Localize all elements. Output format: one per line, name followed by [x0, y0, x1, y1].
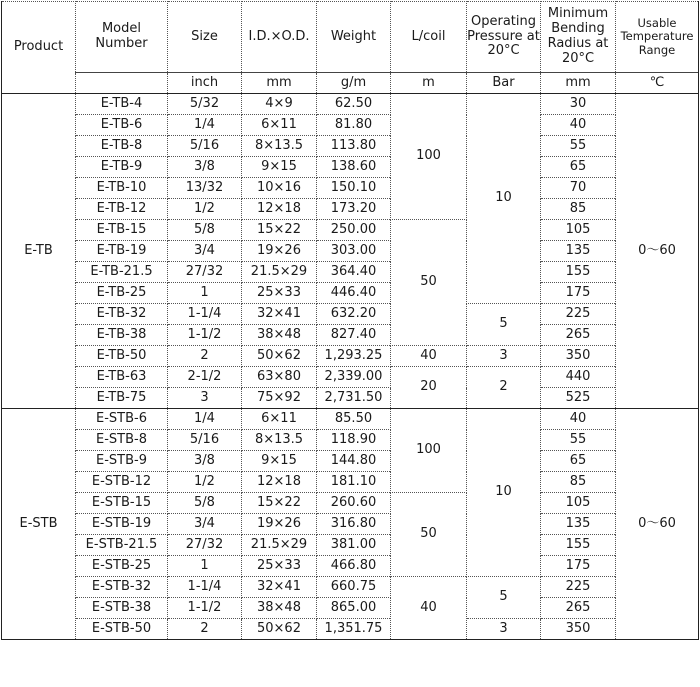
table-row	[2, 367, 699, 388]
idod-cell: 50×62	[242, 619, 317, 640]
idod-cell: 21.5×29	[242, 262, 317, 283]
model-cell: E-STB-50	[76, 619, 168, 640]
table-row	[2, 136, 699, 157]
size-cell: 5/32	[168, 94, 242, 115]
bend-cell: 85	[541, 199, 616, 220]
weight-cell: 118.90	[317, 430, 391, 451]
bend-cell: 55	[541, 136, 616, 157]
weight-cell: 150.10	[317, 178, 391, 199]
weight-cell: 364.40	[317, 262, 391, 283]
bend-cell: 350	[541, 619, 616, 640]
table-row	[2, 220, 699, 241]
bend-cell: 30	[541, 94, 616, 115]
bend-cell: 40	[541, 115, 616, 136]
size-cell: 1-1/4	[168, 577, 242, 598]
model-cell: E-TB-75	[76, 388, 168, 409]
model-cell: E-TB-19	[76, 241, 168, 262]
weight-cell: 2,339.00	[317, 367, 391, 388]
unit-model	[76, 73, 168, 94]
coil-cell: 20	[391, 367, 467, 409]
bend-cell: 265	[541, 598, 616, 619]
idod-cell: 10×16	[242, 178, 317, 199]
model-cell: E-TB-4	[76, 94, 168, 115]
table-row	[2, 241, 699, 262]
model-cell: E-STB-12	[76, 472, 168, 493]
table-row	[2, 409, 699, 430]
header-l-coil: L/coil	[391, 2, 467, 73]
size-cell: 3/8	[168, 451, 242, 472]
idod-cell: 63×80	[242, 367, 317, 388]
bend-cell: 265	[541, 325, 616, 346]
unit-weight: g/m	[317, 73, 391, 94]
weight-cell: 865.00	[317, 598, 391, 619]
weight-cell: 316.80	[317, 514, 391, 535]
table-row	[2, 199, 699, 220]
weight-cell: 138.60	[317, 157, 391, 178]
hose-spec-table	[1, 1, 699, 640]
model-cell: E-STB-8	[76, 430, 168, 451]
table-row	[2, 304, 699, 325]
size-cell: 2-1/2	[168, 367, 242, 388]
table-row	[2, 619, 699, 640]
header-pressure: Operating Pressure at 20°C	[467, 2, 541, 73]
weight-cell: 2,731.50	[317, 388, 391, 409]
weight-cell: 1,351.75	[317, 619, 391, 640]
bend-cell: 85	[541, 472, 616, 493]
bend-cell: 175	[541, 556, 616, 577]
weight-cell: 827.40	[317, 325, 391, 346]
idod-cell: 32×41	[242, 304, 317, 325]
header-size: Size	[168, 2, 242, 73]
pressure-cell: 5	[467, 304, 541, 346]
model-cell: E-TB-12	[76, 199, 168, 220]
unit-l-coil: m	[391, 73, 467, 94]
table-row	[2, 451, 699, 472]
model-cell: E-TB-21.5	[76, 262, 168, 283]
size-cell: 5/8	[168, 493, 242, 514]
model-cell: E-TB-15	[76, 220, 168, 241]
bend-cell: 225	[541, 577, 616, 598]
bend-cell: 55	[541, 430, 616, 451]
size-cell: 1/4	[168, 409, 242, 430]
weight-cell: 62.50	[317, 94, 391, 115]
bend-cell: 65	[541, 451, 616, 472]
pressure-cell: 10	[467, 409, 541, 577]
size-cell: 2	[168, 346, 242, 367]
model-cell: E-TB-32	[76, 304, 168, 325]
bend-cell: 135	[541, 514, 616, 535]
unit-id-od: mm	[242, 73, 317, 94]
header-bending: Minimum Bending Radius at 20°C	[541, 2, 616, 73]
model-cell: E-STB-38	[76, 598, 168, 619]
model-cell: E-TB-25	[76, 283, 168, 304]
pressure-cell: 2	[467, 367, 541, 409]
idod-cell: 9×15	[242, 451, 317, 472]
table-row	[2, 493, 699, 514]
idod-cell: 25×33	[242, 556, 317, 577]
coil-cell: 100	[391, 94, 467, 220]
table-row	[2, 94, 699, 115]
idod-cell: 6×11	[242, 115, 317, 136]
size-cell: 27/32	[168, 535, 242, 556]
unit-temp: ℃	[616, 73, 699, 94]
table-row	[2, 598, 699, 619]
bend-cell: 440	[541, 367, 616, 388]
product-cell: E-TB	[2, 94, 76, 409]
coil-cell: 40	[391, 577, 467, 640]
size-cell: 1/4	[168, 115, 242, 136]
product-cell: E-STB	[2, 409, 76, 640]
unit-bending: mm	[541, 73, 616, 94]
bend-cell: 175	[541, 283, 616, 304]
model-cell: E-STB-19	[76, 514, 168, 535]
table-row	[2, 556, 699, 577]
idod-cell: 8×13.5	[242, 430, 317, 451]
model-cell: E-STB-9	[76, 451, 168, 472]
weight-cell: 85.50	[317, 409, 391, 430]
header-model: Model Number	[76, 2, 168, 73]
weight-cell: 632.20	[317, 304, 391, 325]
size-cell: 27/32	[168, 262, 242, 283]
idod-cell: 50×62	[242, 346, 317, 367]
size-cell: 5/8	[168, 220, 242, 241]
size-cell: 1/2	[168, 472, 242, 493]
idod-cell: 4×9	[242, 94, 317, 115]
idod-cell: 15×22	[242, 220, 317, 241]
table-row	[2, 178, 699, 199]
weight-cell: 250.00	[317, 220, 391, 241]
pressure-cell: 3	[467, 346, 541, 367]
weight-cell: 113.80	[317, 136, 391, 157]
bend-cell: 155	[541, 535, 616, 556]
table-row	[2, 472, 699, 493]
coil-cell: 100	[391, 409, 467, 493]
table-row	[2, 535, 699, 556]
size-cell: 3	[168, 388, 242, 409]
idod-cell: 21.5×29	[242, 535, 317, 556]
weight-cell: 81.80	[317, 115, 391, 136]
weight-cell: 1,293.25	[317, 346, 391, 367]
idod-cell: 38×48	[242, 325, 317, 346]
table-row	[2, 346, 699, 367]
model-cell: E-TB-50	[76, 346, 168, 367]
idod-cell: 15×22	[242, 493, 317, 514]
weight-cell: 144.80	[317, 451, 391, 472]
bend-cell: 135	[541, 241, 616, 262]
model-cell: E-TB-10	[76, 178, 168, 199]
model-cell: E-STB-21.5	[76, 535, 168, 556]
pressure-cell: 3	[467, 619, 541, 640]
unit-pressure: Bar	[467, 73, 541, 94]
size-cell: 5/16	[168, 136, 242, 157]
size-cell: 1-1/2	[168, 325, 242, 346]
idod-cell: 32×41	[242, 577, 317, 598]
idod-cell: 19×26	[242, 241, 317, 262]
table-row	[2, 283, 699, 304]
table-row	[2, 115, 699, 136]
model-cell: E-STB-25	[76, 556, 168, 577]
temp-cell: 0～60	[616, 409, 699, 640]
size-cell: 5/16	[168, 430, 242, 451]
bend-cell: 225	[541, 304, 616, 325]
bend-cell: 65	[541, 157, 616, 178]
model-cell: E-TB-8	[76, 136, 168, 157]
coil-cell: 50	[391, 493, 467, 577]
weight-cell: 303.00	[317, 241, 391, 262]
model-cell: E-STB-15	[76, 493, 168, 514]
weight-cell: 260.60	[317, 493, 391, 514]
model-cell: E-STB-32	[76, 577, 168, 598]
size-cell: 2	[168, 619, 242, 640]
coil-cell: 50	[391, 220, 467, 346]
size-cell: 1/2	[168, 199, 242, 220]
size-cell: 3/4	[168, 514, 242, 535]
model-cell: E-STB-6	[76, 409, 168, 430]
weight-cell: 466.80	[317, 556, 391, 577]
size-cell: 1	[168, 556, 242, 577]
bend-cell: 105	[541, 220, 616, 241]
bend-cell: 525	[541, 388, 616, 409]
bend-cell: 40	[541, 409, 616, 430]
pressure-cell: 10	[467, 94, 541, 304]
pressure-cell: 5	[467, 577, 541, 619]
size-cell: 3/4	[168, 241, 242, 262]
idod-cell: 75×92	[242, 388, 317, 409]
header-id-od: I.D.×O.D.	[242, 2, 317, 73]
table-row	[2, 514, 699, 535]
table-row	[2, 577, 699, 598]
model-cell: E-TB-63	[76, 367, 168, 388]
weight-cell: 660.75	[317, 577, 391, 598]
size-cell: 1-1/2	[168, 598, 242, 619]
size-cell: 13/32	[168, 178, 242, 199]
idod-cell: 38×48	[242, 598, 317, 619]
bend-cell: 155	[541, 262, 616, 283]
model-cell: E-TB-9	[76, 157, 168, 178]
weight-cell: 446.40	[317, 283, 391, 304]
idod-cell: 25×33	[242, 283, 317, 304]
header-weight: Weight	[317, 2, 391, 73]
size-cell: 1	[168, 283, 242, 304]
table-row	[2, 262, 699, 283]
table-row	[2, 388, 699, 409]
bend-cell: 350	[541, 346, 616, 367]
idod-cell: 6×11	[242, 409, 317, 430]
idod-cell: 12×18	[242, 199, 317, 220]
weight-cell: 381.00	[317, 535, 391, 556]
bend-cell: 105	[541, 493, 616, 514]
model-cell: E-TB-38	[76, 325, 168, 346]
unit-size: inch	[168, 73, 242, 94]
size-cell: 1-1/4	[168, 304, 242, 325]
idod-cell: 12×18	[242, 472, 317, 493]
header-product: Product	[2, 2, 76, 94]
table-row	[2, 430, 699, 451]
idod-cell: 9×15	[242, 157, 317, 178]
weight-cell: 181.10	[317, 472, 391, 493]
table-row	[2, 325, 699, 346]
idod-cell: 19×26	[242, 514, 317, 535]
coil-cell: 40	[391, 346, 467, 367]
model-cell: E-TB-6	[76, 115, 168, 136]
header-temp: Usable Temperature Range	[616, 2, 699, 73]
size-cell: 3/8	[168, 157, 242, 178]
idod-cell: 8×13.5	[242, 136, 317, 157]
bend-cell: 70	[541, 178, 616, 199]
weight-cell: 173.20	[317, 199, 391, 220]
temp-cell: 0～60	[616, 94, 699, 409]
table-row	[2, 157, 699, 178]
